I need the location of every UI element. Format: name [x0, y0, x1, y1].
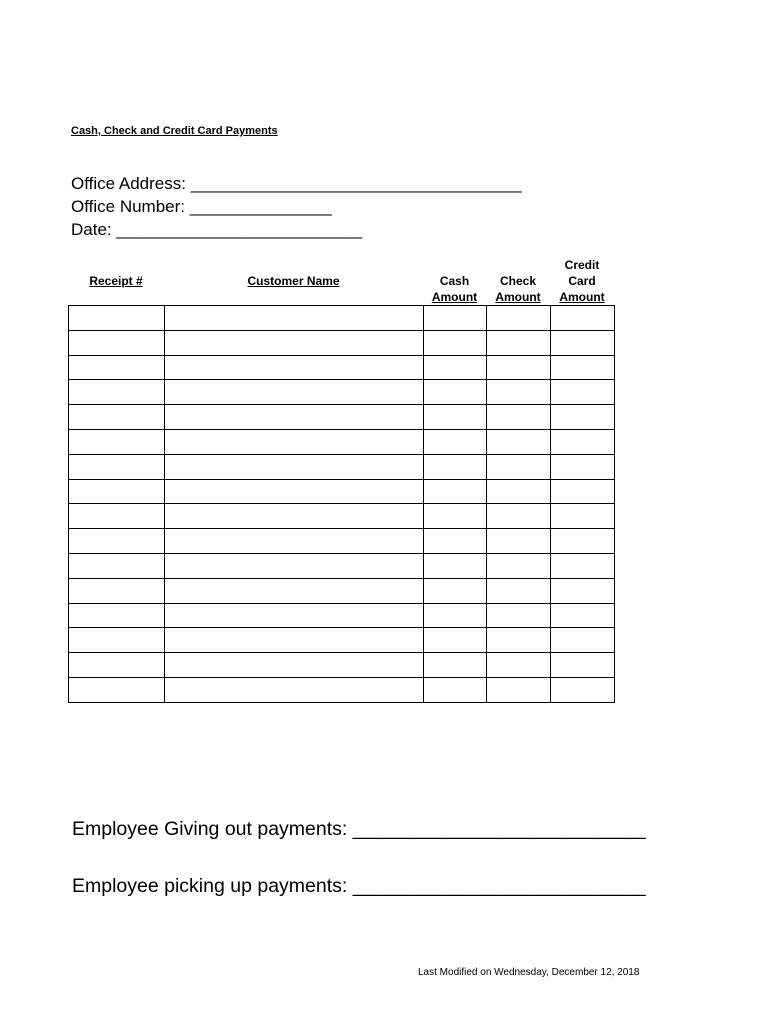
- customer-name-cell[interactable]: [165, 504, 424, 529]
- check-amount-cell[interactable]: [487, 479, 551, 504]
- check-amount-cell[interactable]: [487, 380, 551, 405]
- table-row: [69, 653, 615, 678]
- credit-card-amount-cell[interactable]: [551, 529, 615, 554]
- credit-card-amount-cell[interactable]: [551, 405, 615, 430]
- credit-header-line-3: Amount: [559, 290, 605, 304]
- last-modified-footer: Last Modified on Wednesday, December 12, 2018: [418, 967, 640, 978]
- cash-amount-cell[interactable]: [424, 603, 487, 628]
- customer-name-cell[interactable]: [165, 454, 424, 479]
- check-amount-cell[interactable]: [487, 306, 551, 331]
- employee-picking-signature-line[interactable]: Employee picking up payments: ___________________________: [72, 875, 646, 897]
- table-row: [69, 355, 615, 380]
- check-amount-cell[interactable]: [487, 653, 551, 678]
- table-row: [69, 454, 615, 479]
- credit-card-amount-cell[interactable]: [551, 479, 615, 504]
- cash-amount-cell[interactable]: [424, 454, 487, 479]
- receipt-cell[interactable]: [69, 578, 165, 603]
- receipt-cell[interactable]: [69, 529, 165, 554]
- customer-name-cell[interactable]: [165, 603, 424, 628]
- customer-name-cell[interactable]: [165, 628, 424, 653]
- cash-amount-cell[interactable]: [424, 653, 487, 678]
- credit-card-amount-cell[interactable]: [551, 306, 615, 331]
- cash-amount-cell[interactable]: [424, 504, 487, 529]
- credit-card-amount-cell[interactable]: [551, 578, 615, 603]
- receipt-cell[interactable]: [69, 504, 165, 529]
- table-row: [69, 429, 615, 454]
- receipt-cell[interactable]: [69, 479, 165, 504]
- receipt-cell[interactable]: [69, 330, 165, 355]
- credit-card-amount-cell[interactable]: [551, 454, 615, 479]
- table-row: [69, 504, 615, 529]
- table-row: [69, 529, 615, 554]
- cash-amount-cell[interactable]: [424, 628, 487, 653]
- table-row: [69, 578, 615, 603]
- customer-name-cell[interactable]: [165, 355, 424, 380]
- check-amount-cell[interactable]: [487, 578, 551, 603]
- receipt-cell[interactable]: [69, 306, 165, 331]
- credit-card-amount-cell[interactable]: [551, 653, 615, 678]
- check-amount-cell[interactable]: [487, 405, 551, 430]
- credit-card-amount-cell[interactable]: [551, 628, 615, 653]
- credit-card-amount-cell[interactable]: [551, 355, 615, 380]
- check-amount-cell[interactable]: [487, 677, 551, 702]
- check-amount-cell[interactable]: [487, 355, 551, 380]
- credit-card-amount-cell[interactable]: [551, 603, 615, 628]
- check-amount-cell[interactable]: [487, 603, 551, 628]
- credit-header-line-2: Card: [568, 274, 596, 288]
- table-row: [69, 405, 615, 430]
- table-row: [69, 677, 615, 702]
- column-header-customer-name: Customer Name: [247, 274, 340, 288]
- customer-name-cell[interactable]: [165, 330, 424, 355]
- table-row: [69, 330, 615, 355]
- credit-card-amount-cell[interactable]: [551, 330, 615, 355]
- receipt-cell[interactable]: [69, 628, 165, 653]
- cash-header-line-1: Cash: [439, 274, 470, 288]
- check-amount-cell[interactable]: [487, 429, 551, 454]
- check-amount-cell[interactable]: [487, 454, 551, 479]
- customer-name-cell[interactable]: [165, 529, 424, 554]
- check-amount-cell[interactable]: [487, 553, 551, 578]
- document-title: Cash, Check and Credit Card Payments: [71, 125, 278, 137]
- customer-name-cell[interactable]: [165, 306, 424, 331]
- office-address-field[interactable]: Office Address: ___________________________________: [71, 174, 522, 193]
- table-row: [69, 306, 615, 331]
- credit-card-amount-cell[interactable]: [551, 429, 615, 454]
- cash-amount-cell[interactable]: [424, 429, 487, 454]
- receipt-cell[interactable]: [69, 603, 165, 628]
- customer-name-cell[interactable]: [165, 429, 424, 454]
- cash-header-line-2: Amount: [431, 290, 478, 304]
- check-amount-cell[interactable]: [487, 330, 551, 355]
- table-row: [69, 603, 615, 628]
- credit-card-amount-cell[interactable]: [551, 380, 615, 405]
- cash-amount-cell[interactable]: [424, 677, 487, 702]
- cash-amount-cell[interactable]: [424, 355, 487, 380]
- customer-name-cell[interactable]: [165, 479, 424, 504]
- table-row: [69, 380, 615, 405]
- cash-amount-cell[interactable]: [424, 479, 487, 504]
- cash-amount-cell[interactable]: [424, 553, 487, 578]
- receipt-cell[interactable]: [69, 677, 165, 702]
- receipt-cell[interactable]: [69, 380, 165, 405]
- customer-name-cell[interactable]: [165, 380, 424, 405]
- receipt-cell[interactable]: [69, 405, 165, 430]
- customer-name-cell[interactable]: [165, 405, 424, 430]
- cash-amount-cell[interactable]: [424, 529, 487, 554]
- customer-name-cell[interactable]: [165, 553, 424, 578]
- table-row: [69, 479, 615, 504]
- date-field[interactable]: Date: __________________________: [71, 220, 363, 239]
- cash-amount-cell[interactable]: [424, 405, 487, 430]
- customer-name-cell[interactable]: [165, 677, 424, 702]
- receipt-cell[interactable]: [69, 429, 165, 454]
- credit-header-line-1: Credit: [564, 258, 600, 272]
- table-row: [69, 553, 615, 578]
- cash-amount-cell[interactable]: [424, 380, 487, 405]
- column-header-credit-card-amount: [550, 257, 614, 305]
- cash-amount-cell[interactable]: [424, 578, 487, 603]
- check-amount-cell[interactable]: [487, 504, 551, 529]
- employee-giving-signature-line[interactable]: Employee Giving out payments: ___________________________: [72, 818, 646, 840]
- receipt-cell[interactable]: [69, 653, 165, 678]
- cash-amount-cell[interactable]: [424, 306, 487, 331]
- check-header-line-1: Check: [499, 274, 537, 288]
- credit-card-amount-cell[interactable]: [551, 677, 615, 702]
- credit-card-amount-cell[interactable]: [551, 553, 615, 578]
- table-row: [69, 628, 615, 653]
- receipt-cell[interactable]: [69, 355, 165, 380]
- receipt-cell[interactable]: [69, 553, 165, 578]
- column-header-receipt: Receipt #: [89, 274, 143, 288]
- cash-amount-cell[interactable]: [424, 330, 487, 355]
- check-amount-cell[interactable]: [487, 529, 551, 554]
- check-header-line-2: Amount: [495, 290, 541, 304]
- customer-name-cell[interactable]: [165, 653, 424, 678]
- column-header-cash-amount: [423, 273, 486, 305]
- payments-table: [68, 305, 615, 703]
- column-header-check-amount: [486, 273, 550, 305]
- customer-name-cell[interactable]: [165, 578, 424, 603]
- check-amount-cell[interactable]: [487, 628, 551, 653]
- office-number-field[interactable]: Office Number: _______________: [71, 197, 332, 216]
- receipt-cell[interactable]: [69, 454, 165, 479]
- credit-card-amount-cell[interactable]: [551, 504, 615, 529]
